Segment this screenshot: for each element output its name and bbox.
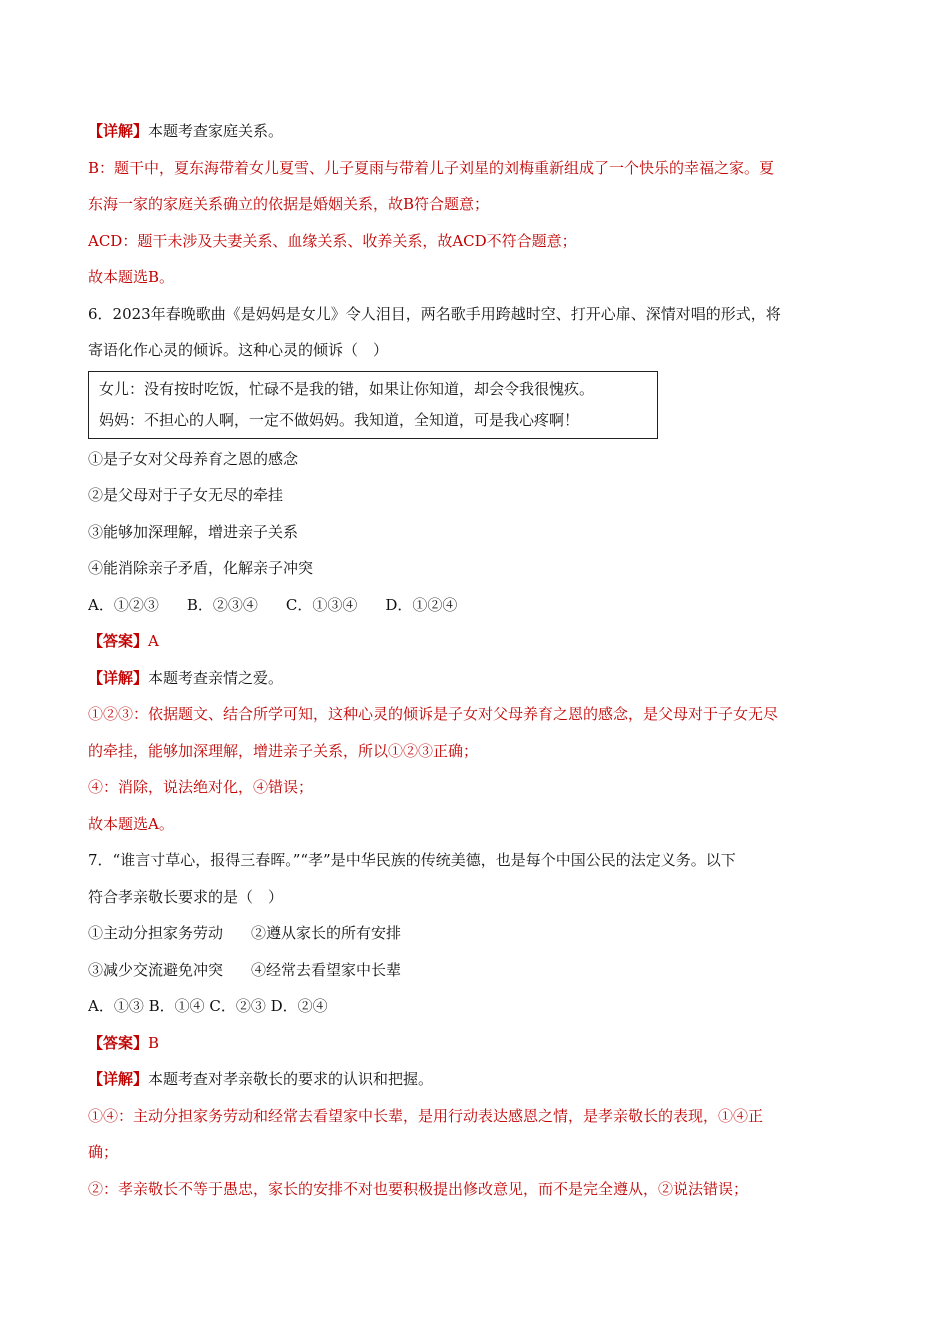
q7-explanation-1-line2: 确； [88, 1143, 119, 1161]
q6-answer-tag: 【答案】 [88, 632, 149, 650]
q6-conclusion: 故本题选A。 [88, 814, 174, 833]
q6-detail-text: 本题考查亲情之爱。 [148, 668, 284, 687]
q5-detail-line [88, 113, 868, 150]
q7-stem-line1: 7．“谁言寸草心，报得三春晖。”“孝”是中华民族的传统美德，也是每个中国公民的法定义务。以下 [88, 851, 736, 869]
q6-quote-daughter: 女儿：没有按时吃饭，忙碌不是我的错，如果让你知道，却会令我很愧疚。 [99, 379, 595, 398]
q5-conclusion: 故本题选B。 [88, 268, 175, 286]
q6-stem-line2: 寄语化作心灵的倾诉。这种心灵的倾诉（ ） [88, 341, 389, 359]
document-page [88, 113, 868, 1207]
q6-explanation-2: ④：消除，说法绝对化，④错误； [88, 778, 314, 796]
q6-option-d: D．①②④ [385, 595, 458, 614]
q7-items-row2 [88, 952, 868, 989]
q6-stem-line1: 6．2023年春晚歌曲《是妈妈是女儿》令人泪目，两名歌手用跨越时空、打开心扉、深情对唱的形式，将 [88, 304, 781, 323]
q7-detail-line [88, 1061, 868, 1098]
q6-item-4: ④能消除亲子矛盾，化解亲子冲突 [88, 559, 314, 577]
q6-quote-mother: 妈妈：不担心的人啊，一定不做妈妈。我知道，全知道，可是我心疼啊！ [99, 410, 580, 429]
q7-answer-value: B [148, 1033, 160, 1052]
q7-item-4: ④经常去看望家中长辈 [251, 960, 402, 979]
q6-option-a: A．①②③ [88, 595, 159, 614]
q7-stem-line2: 符合孝亲敬长要求的是（ ） [88, 887, 284, 906]
q6-detail-tag: 【详解】 [88, 668, 149, 687]
q5-explanation-b-line2: 东海一家的家庭关系确立的依据是婚姻关系，故B符合题意； [88, 195, 490, 213]
q5-explanation-acd: ACD：题干未涉及夫妻关系、血缘关系、收养关系，故ACD不符合题意； [88, 231, 577, 250]
q6-answer-value: A [148, 632, 159, 650]
q6-item-3: ③能够加深理解，增进亲子关系 [88, 522, 299, 541]
q7-item-3: ③减少交流避免冲突 [88, 960, 224, 979]
q7-detail-text: 本题考查对孝亲敬长的要求的认识和把握。 [148, 1070, 434, 1088]
q6-detail-line [88, 660, 868, 697]
q7-explanation-2: ②：孝亲敬长不等于愚忠，家长的安排不对也要积极提出修改意见，而不是完全遵从，②说法错误； [88, 1179, 749, 1198]
q6-item-1: ①是子女对父母养育之恩的感念 [88, 449, 299, 468]
q5-explanation-b-line1: B：题干中，夏东海带着女儿夏雪、儿子夏雨与带着儿子刘星的刘梅重新组成了一个快乐的幸福之家。夏 [88, 158, 775, 177]
q6-item-2: ②是父母对于子女无尽的牵挂 [88, 486, 284, 504]
q7-items-row1 [88, 915, 868, 952]
q6-options [88, 587, 868, 624]
q6-answer-line [88, 623, 868, 660]
q5-detail-tag: 【详解】 [88, 122, 149, 140]
q7-item-1: ①主动分担家务劳动 [88, 924, 224, 942]
q7-options: A．①③ B．①④ C．②③ D．②④ [88, 997, 328, 1015]
q7-answer-line [88, 1025, 868, 1062]
q6-explanation-1-line1: ①②③：依据题文、结合所学可知，这种心灵的倾诉是子女对父母养育之恩的感念，是父母对于子女无尽 [88, 705, 779, 723]
q7-detail-tag: 【详解】 [88, 1070, 149, 1088]
q6-quote-box [88, 371, 658, 439]
q7-explanation-1-line1: ①④：主动分担家务劳动和经常去看望家中长辈，是用行动表达感恩之情，是孝亲敬长的表现，①④正 [88, 1106, 764, 1125]
q7-answer-tag: 【答案】 [88, 1033, 149, 1052]
q5-detail-text: 本题考查家庭关系。 [148, 122, 284, 140]
q7-item-2: ②遵从家长的所有安排 [251, 924, 402, 942]
q6-option-c: C．①③④ [285, 595, 358, 614]
q6-explanation-1-line2: 的牵挂，能够加深理解，增进亲子关系，所以①②③正确； [88, 741, 479, 760]
q6-option-b: B．②③④ [186, 595, 258, 614]
